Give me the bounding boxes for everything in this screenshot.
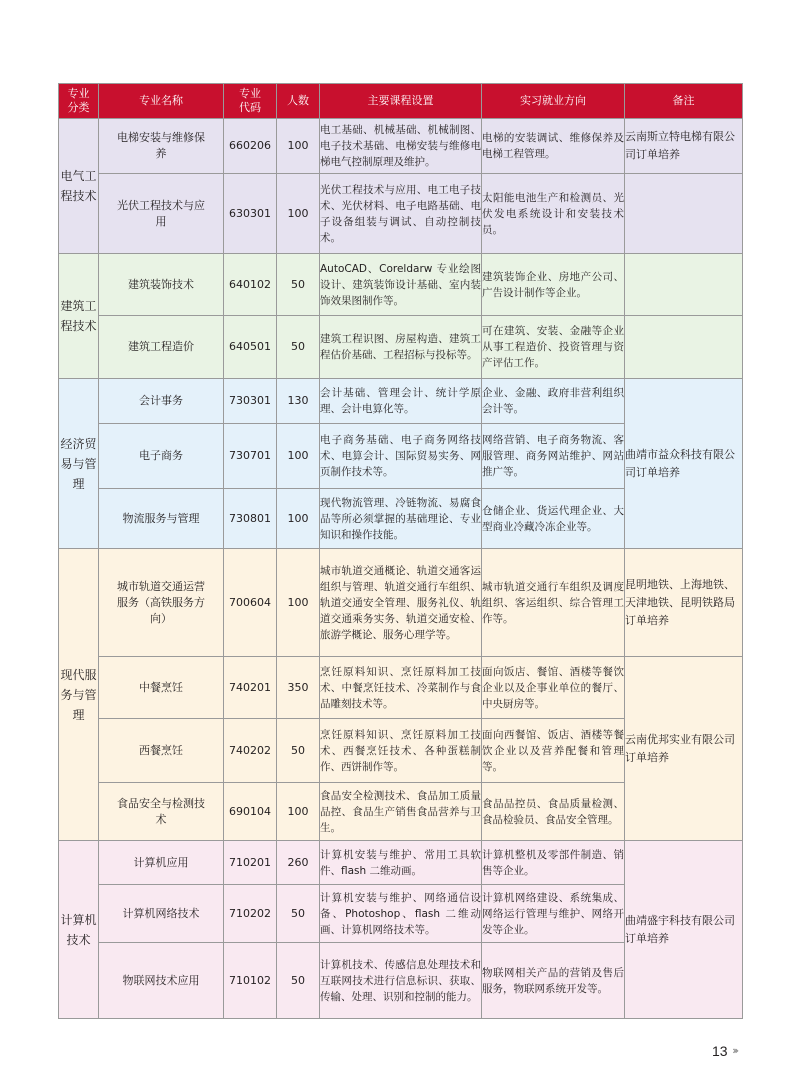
header-category: 专业分类: [59, 84, 99, 119]
major-courses: 食品安全检测技术、食品加工质量品控、食品生产销售食品营养与卫生。: [320, 783, 482, 841]
major-name: 建筑装饰技术: [99, 254, 224, 316]
category-cell: 计算机技术: [59, 841, 99, 1019]
major-jobs: 面向饭店、餐馆、酒楼等餐饮企业以及企事业单位的餐厅、中央厨房等。: [482, 657, 625, 719]
major-jobs: 城市轨道交通行车组织及调度组织、客运组织、综合管理工作等。: [482, 549, 625, 657]
major-count: 100: [277, 489, 320, 549]
majors-table: [58, 83, 743, 1019]
major-note: 曲靖市益众科技有限公司订单培养: [625, 379, 743, 549]
major-note: [625, 316, 743, 379]
major-jobs: 电梯的安装调试、维修保养及电梯工程管理。: [482, 119, 625, 174]
major-jobs: 建筑装饰企业、房地产公司、广告设计制作等企业。: [482, 254, 625, 316]
major-courses: 城市轨道交通概论、轨道交通客运组织与管理、轨道交通行车组织、轨道交通安全管理、服务礼仪、轨道交通乘务实务、轨道交通安检、旅游学概论、服务心理学等。: [320, 549, 482, 657]
page-number: 13: [712, 1043, 728, 1059]
major-jobs: 可在建筑、安装、金融等企业从事工程造价、投资管理与资产评估工作。: [482, 316, 625, 379]
major-courses: 计算机技术、传感信息处理技术和互联网技术进行信息标识、获取、传输、处理、识别和控制的能力。: [320, 943, 482, 1019]
major-count: 130: [277, 379, 320, 424]
major-courses: 建筑工程识图、房屋构造、建筑工程估价基础、工程招标与投标等。: [320, 316, 482, 379]
major-name: 电梯安装与维修保养: [99, 119, 224, 174]
major-code: 710202: [224, 885, 277, 943]
header-code: 专业代码: [224, 84, 277, 119]
table-row: [59, 379, 743, 424]
major-name: 物流服务与管理: [99, 489, 224, 549]
major-jobs: 计算机整机及零部件制造、销售等企业。: [482, 841, 625, 885]
major-jobs: 食品品控员、食品质量检测、食品检验员、食品安全管理。: [482, 783, 625, 841]
major-count: 100: [277, 783, 320, 841]
major-jobs: 物联网相关产品的营销及售后服务，物联网系统开发等。: [482, 943, 625, 1019]
table-row: [59, 174, 743, 254]
major-code: 640501: [224, 316, 277, 379]
major-name: 西餐烹饪: [99, 719, 224, 783]
major-count: 100: [277, 174, 320, 254]
major-courses: 计算机安装与维护、常用工具软件、flash 二维动画。: [320, 841, 482, 885]
major-count: 50: [277, 885, 320, 943]
major-courses: 计算机安装与维护、网络通信设备、Photoshop、flash 二维动画、计算机网络技术等。: [320, 885, 482, 943]
major-courses: 会计基础、管理会计、统计学原理、会计电算化等。: [320, 379, 482, 424]
table-header-row: [59, 84, 743, 119]
major-jobs: 面向西餐馆、饭店、酒楼等餐饮企业以及营养配餐和管理等。: [482, 719, 625, 783]
major-name: 食品安全与检测技术: [99, 783, 224, 841]
major-name: 建筑工程造价: [99, 316, 224, 379]
major-jobs: 计算机网络建设、系统集成、网络运行管理与维护、网络开发等企业。: [482, 885, 625, 943]
major-courses: 电子商务基础、电子商务网络技术、电算会计、国际贸易实务、网页制作技术等。: [320, 424, 482, 489]
category-cell: 电气工程技术: [59, 119, 99, 254]
major-code: 730801: [224, 489, 277, 549]
major-code: 710102: [224, 943, 277, 1019]
major-courses: AutoCAD、Coreldarw 专业绘图设计、建筑装饰设计基础、室内装饰效果图制作等。: [320, 254, 482, 316]
major-code: 700604: [224, 549, 277, 657]
header-count: 人数: [277, 84, 320, 119]
major-courses: 烹饪原料知识、烹饪原料加工技术、西餐烹饪技术、各种蛋糕制作、西饼制作等。: [320, 719, 482, 783]
major-count: 100: [277, 549, 320, 657]
major-jobs: 太阳能电池生产和检测员、光伏发电系统设计和安装技术员。: [482, 174, 625, 254]
header-jobs: 实习就业方向: [482, 84, 625, 119]
major-note: [625, 174, 743, 254]
major-code: 740201: [224, 657, 277, 719]
major-name: 中餐烹饪: [99, 657, 224, 719]
header-name: 专业名称: [99, 84, 224, 119]
major-name: 计算机网络技术: [99, 885, 224, 943]
major-count: 50: [277, 254, 320, 316]
major-name: 会计事务: [99, 379, 224, 424]
major-code: 690104: [224, 783, 277, 841]
table-row: [59, 549, 743, 657]
major-note: [625, 254, 743, 316]
major-jobs: 网络营销、电子商务物流、客服管理、商务网站维护、网站推广等。: [482, 424, 625, 489]
major-code: 630301: [224, 174, 277, 254]
table-row: [59, 841, 743, 885]
major-code: 660206: [224, 119, 277, 174]
major-count: 350: [277, 657, 320, 719]
category-cell: 建筑工程技术: [59, 254, 99, 379]
table-row: [59, 316, 743, 379]
major-name: 计算机应用: [99, 841, 224, 885]
major-note: 昆明地铁、上海地铁、天津地铁、昆明铁路局订单培养: [625, 549, 743, 657]
major-courses: 烹饪原料知识、烹饪原料加工技术、中餐烹饪技术、冷菜制作与食品雕刻技术等。: [320, 657, 482, 719]
major-jobs: 企业、金融、政府非营利组织会计等。: [482, 379, 625, 424]
table-row: [59, 119, 743, 174]
header-courses: 主要课程设置: [320, 84, 482, 119]
major-code: 740202: [224, 719, 277, 783]
major-note: 云南斯立特电梯有限公司订单培养: [625, 119, 743, 174]
major-name: 物联网技术应用: [99, 943, 224, 1019]
major-code: 710201: [224, 841, 277, 885]
chevron-right-icon: ›››: [732, 1044, 737, 1057]
major-count: 100: [277, 424, 320, 489]
major-code: 730701: [224, 424, 277, 489]
major-code: 730301: [224, 379, 277, 424]
major-courses: 电工基础、机械基础、机械制图、电子技术基础、电梯安装与维修电梯电气控制原理及维护。: [320, 119, 482, 174]
major-courses: 光伏工程技术与应用、电工电子技术、光伏材料、电子电路基础、电子设备组装与调试、自动控制技术。: [320, 174, 482, 254]
category-cell: 现代服务与管理: [59, 549, 99, 841]
major-name: 电子商务: [99, 424, 224, 489]
major-courses: 现代物流管理、冷链物流、易腐食品等所必须掌握的基础理论、专业知识和操作技能。: [320, 489, 482, 549]
table-row: [59, 657, 743, 719]
category-cell: 经济贸易与管理: [59, 379, 99, 549]
major-count: 50: [277, 943, 320, 1019]
major-count: 260: [277, 841, 320, 885]
major-jobs: 仓储企业、货运代理企业、大型商业冷藏冷冻企业等。: [482, 489, 625, 549]
major-count: 100: [277, 119, 320, 174]
major-count: 50: [277, 719, 320, 783]
major-note: 云南优邦实业有限公司订单培养: [625, 657, 743, 841]
major-name: 城市轨道交通运营服务（高铁服务方向）: [99, 549, 224, 657]
major-code: 640102: [224, 254, 277, 316]
header-note: 备注: [625, 84, 743, 119]
major-name: 光伏工程技术与应用: [99, 174, 224, 254]
table-row: [59, 254, 743, 316]
major-count: 50: [277, 316, 320, 379]
major-note: 曲靖盛宇科技有限公司订单培养: [625, 841, 743, 1019]
